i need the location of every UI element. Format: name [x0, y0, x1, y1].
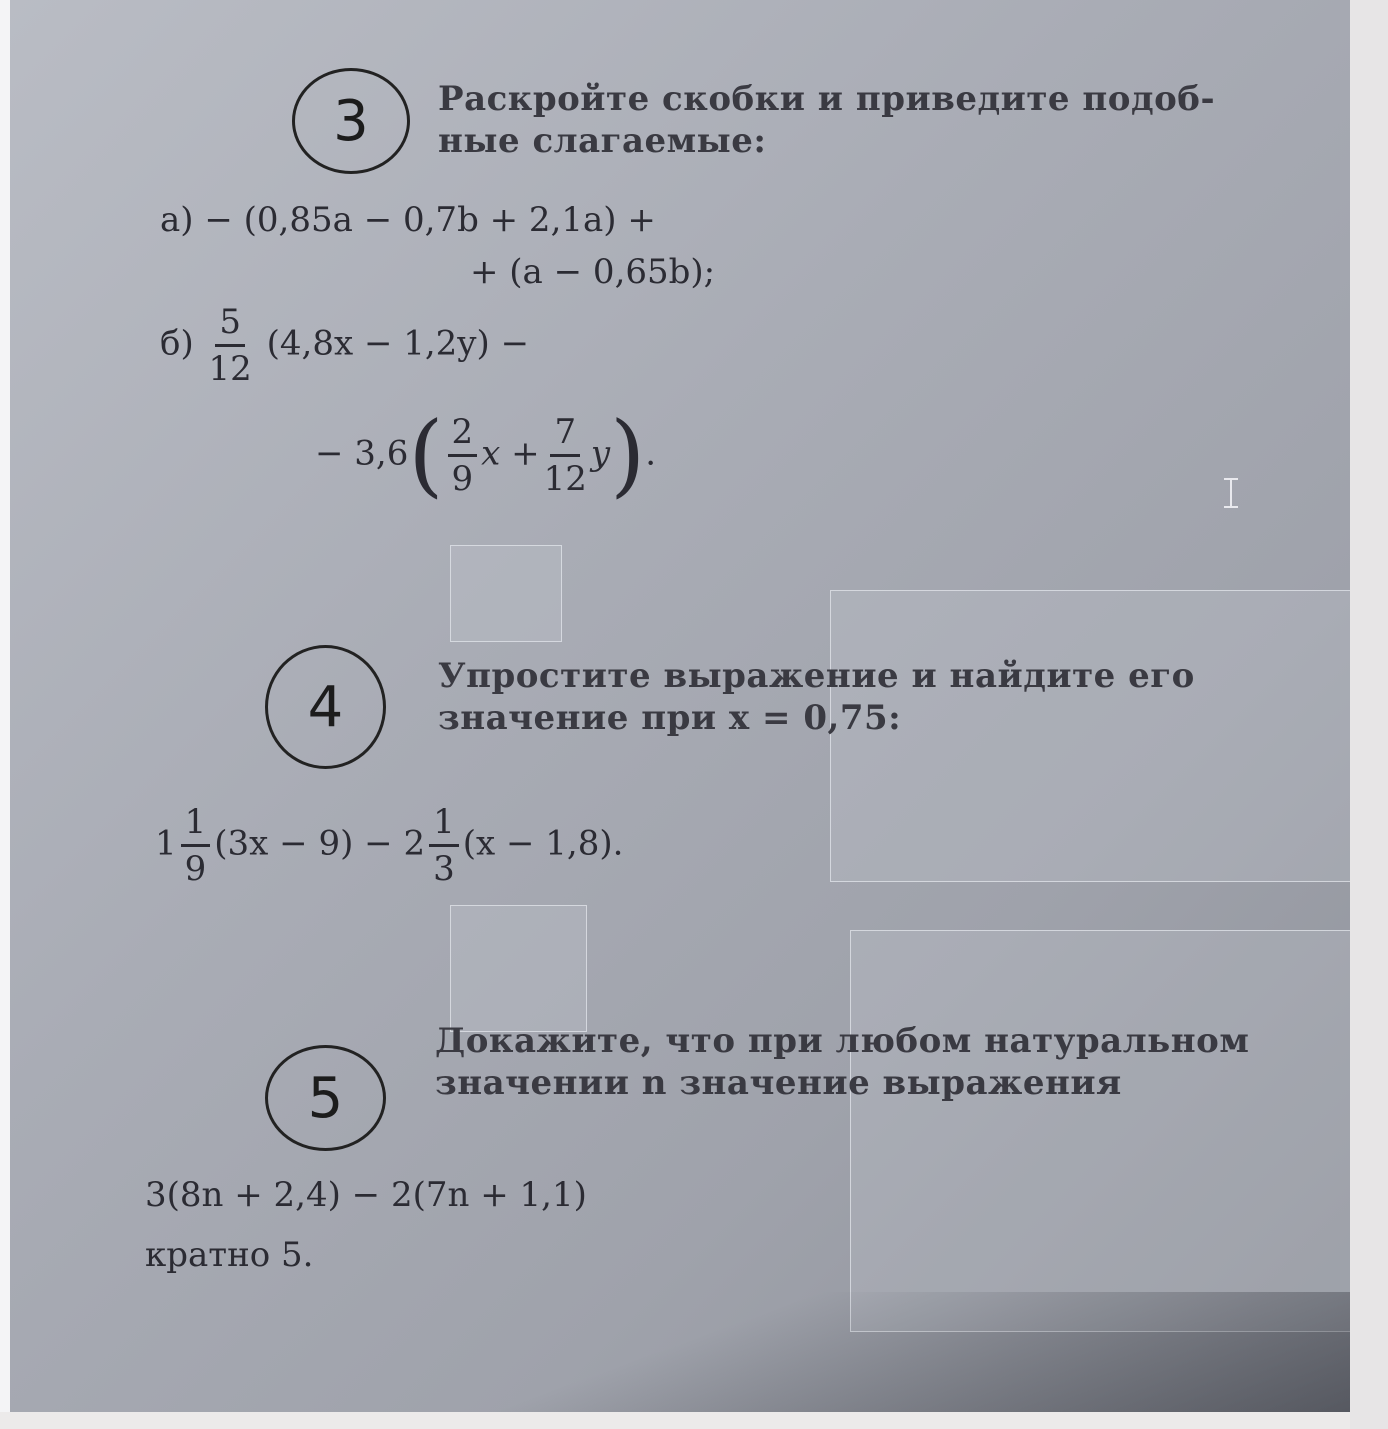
task-4-heading-line2: значение при x = 0,75: [438, 698, 902, 738]
task-3b-end: . [645, 433, 657, 474]
task-4-number: 4 [307, 674, 344, 740]
fraction-denominator: 9 [184, 849, 207, 889]
paper-patch [450, 545, 562, 642]
task-3-heading-line1: Раскройте скобки и приведите подоб- [438, 79, 1216, 119]
task-3a-line1 [160, 200, 656, 240]
bottom-margin [0, 1412, 1388, 1429]
fraction-denominator: 12 [208, 349, 252, 389]
fraction-numerator: 1 [429, 800, 459, 847]
fraction-numerator: 2 [448, 410, 478, 457]
task-3-number-circle [292, 68, 410, 174]
task-3a-label: а) [160, 200, 194, 240]
fraction-denominator: 9 [451, 459, 474, 499]
task-4-number-circle [265, 645, 386, 769]
fraction [448, 410, 478, 501]
task-4-part1: (3x − 9) − 2 [214, 823, 426, 864]
fraction [544, 410, 587, 501]
task-3a-expression-line1: − (0,85a − 0,7b + 2,1a) + [204, 200, 656, 240]
task-5-expression-line2: кратно 5. [145, 1235, 314, 1275]
task-4-heading [438, 655, 1195, 739]
shadow [450, 1292, 1350, 1412]
fraction-denominator: 12 [543, 459, 587, 499]
task-5-heading-line2: значении n значение выражения [435, 1063, 1122, 1103]
fraction [181, 800, 211, 891]
fraction [429, 800, 459, 891]
task-5-expression-line1: 3(8n + 2,4) − 2(7n + 1,1) [145, 1175, 587, 1215]
task-5-heading [435, 1020, 1249, 1104]
task-3b-label: б) [160, 323, 194, 364]
task-3b-var-y: y [590, 433, 611, 474]
fraction-numerator: 7 [550, 410, 580, 457]
fraction [209, 300, 252, 391]
task-3-number: 3 [333, 88, 369, 154]
task-5-heading-line1: Докажите, что при любом натуральном [435, 1021, 1250, 1061]
task-3b-line2 [315, 402, 657, 508]
task-5-expression [145, 1165, 587, 1285]
task-4-part2: (x − 1,8). [462, 823, 624, 864]
paper-patch [450, 905, 587, 1032]
right-parenthesis: ) [610, 402, 646, 508]
fraction-denominator: 3 [433, 849, 455, 889]
task-3b-prefix: − 3,6 [315, 433, 409, 474]
text-cursor-icon [1230, 478, 1232, 508]
mixed-whole-1: 1 [155, 823, 177, 864]
fraction-numerator: 5 [215, 300, 245, 347]
right-margin [1350, 0, 1388, 1429]
task-3b-expression-line1: (4,8x − 1,2y) − [266, 323, 530, 364]
task-3-heading-line2: ные слагаемые: [438, 121, 767, 161]
left-parenthesis: ( [408, 402, 444, 508]
paper-patch [850, 930, 1350, 1332]
task-3b-mid: x + [481, 433, 540, 474]
task-3a-expression-line2: + (a − 0,65b); [470, 252, 716, 292]
task-5-number: 5 [307, 1065, 344, 1131]
task-4-heading-line1: Упростите выражение и найдите его [438, 656, 1195, 696]
task-5-number-circle [265, 1045, 386, 1151]
task-3a-line2 [470, 252, 715, 292]
fraction-numerator: 1 [181, 800, 211, 847]
task-3b-line1 [160, 300, 529, 391]
task-4-expression [155, 800, 623, 891]
photo-background [10, 0, 1350, 1412]
task-3-heading [438, 78, 1215, 162]
